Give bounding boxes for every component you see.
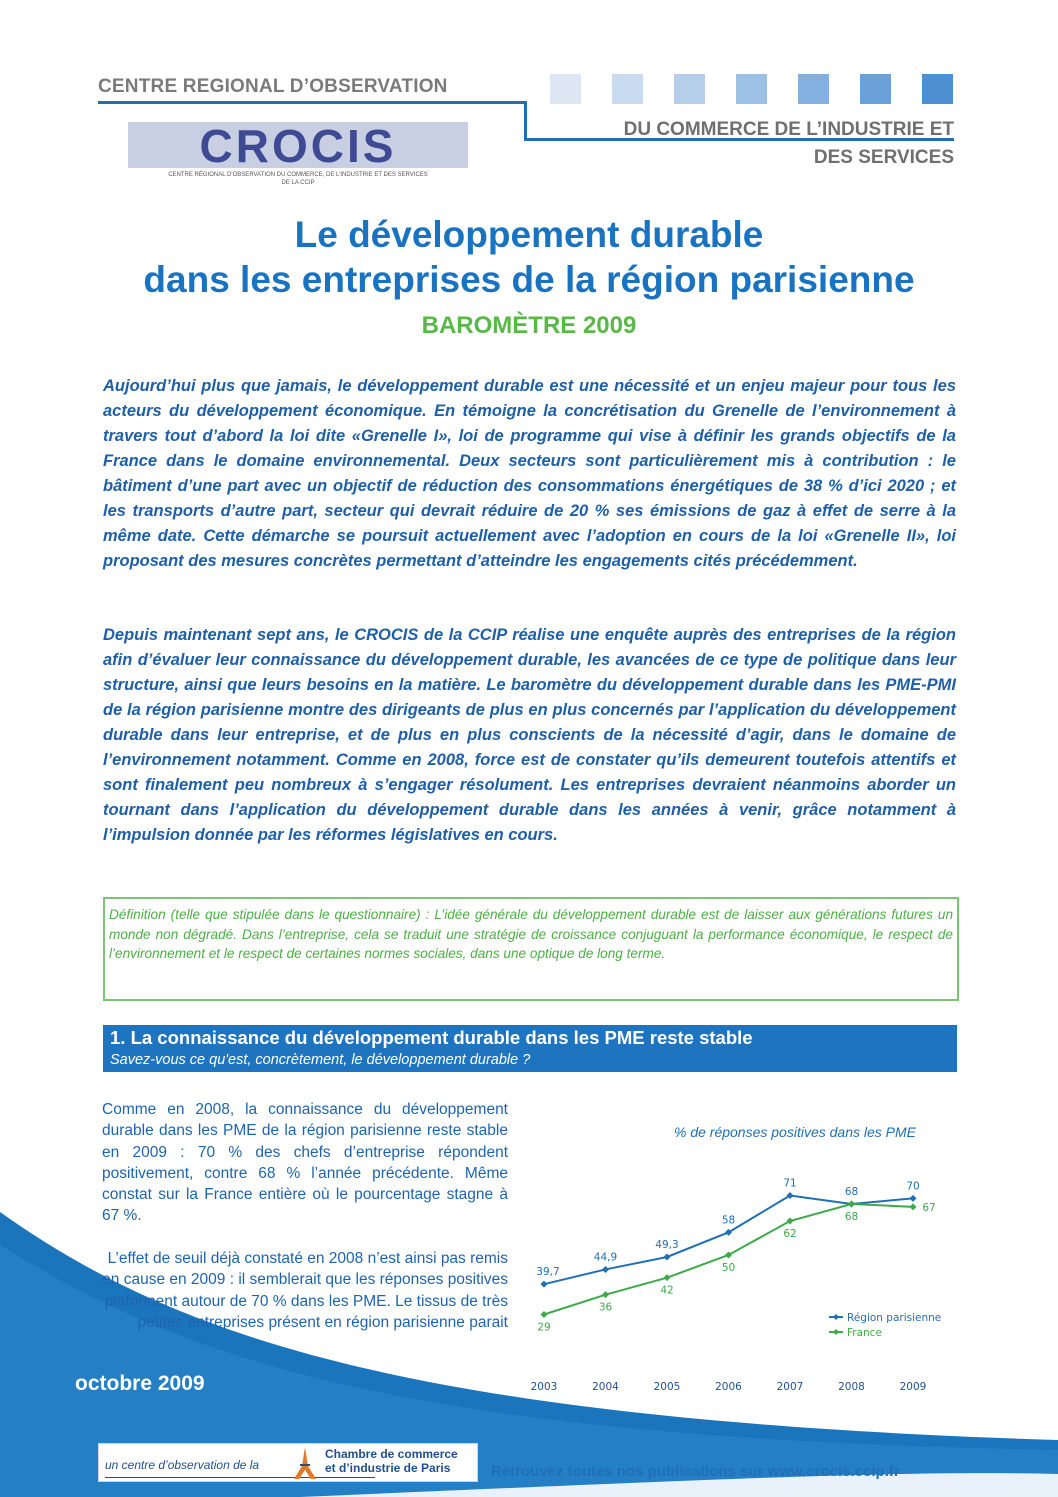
data-point (602, 1266, 609, 1273)
definition-box: Définition (telle que stipulée dans le questionnaire) : L’idée générale du développement durable est de laisser aux générations futures un monde non dégradé. Dans l’entreprise, cela se traduit une stratégie de croissance conjuguant la performance économique, le respect de l’environnement et le respect de certaines normes sociales, dans une optique de long terme. (103, 897, 959, 1001)
title-line-1: Le développement durable (294, 214, 764, 255)
title-line-2: dans les entreprises de la région parisienne (143, 259, 915, 300)
data-point (910, 1195, 917, 1202)
section-header (103, 1025, 957, 1072)
body-paragraph-2: L’effet de seuil déjà constaté en 2008 n’est ainsi pas remis en cause en 2009 : il semblerait que les réponses positives plafonnent autour de 70 % dans les PME. Le tissus de très petites entreprises présent en région parisienne parait (102, 1250, 508, 1331)
logo-subtext-2: DE LA CCIP (281, 180, 315, 186)
x-tick-label: 2007 (776, 1381, 804, 1393)
header-square (798, 74, 829, 104)
crocis-logo (128, 122, 468, 190)
header-squares (550, 74, 953, 104)
header-square (550, 74, 581, 104)
intro-paragraph-2: Depuis maintenant sept ans, le CROCIS de la CCIP réalise une enquête auprès des entreprises de la région afin d’évaluer leur connaissance du développement durable, les avancées de ce type de politique dans leur structure, ainsi que leurs besoins en la matière. Le baromètre du développement durable dans les PME-PMI de la région parisienne montre des dirigeants de plus en plus concernés par l’application du développement durable dans leur entreprise, et de plus en plus conscients de la nécessité d’agir, dans le domaine de l’environnement notamment. Comme en 2008, force est de constater qu’ils demeurent toutefois attentifs et sont finalement peu nombreux à s’engager résolument. Les entreprises devraient néanmoins aborder un tournant dans l’application du développement durable dans les années à venir, grâce notamment à l’impulsion donnée par les réformes législatives en cours. (103, 626, 956, 844)
legend-label: France (847, 1327, 882, 1339)
x-tick-label: 2005 (653, 1381, 681, 1393)
data-label: 71 (783, 1177, 797, 1190)
cci-underline (105, 1477, 375, 1478)
data-label: 62 (783, 1228, 797, 1240)
header-square (612, 74, 643, 104)
header-square (736, 74, 767, 104)
body-paragraph-1: Comme en 2008, la connaissance du développement durable dans les PME de la région parisienne reste stable en 2009 : 70 % des chefs d’entreprise répondent positivement, contre 68 % l’année précédente. Même constat sur la France entière où le pourcentage stagne à 67 %. (102, 1101, 508, 1225)
publication-date: octobre 2009 (75, 1372, 205, 1395)
data-point (664, 1253, 671, 1260)
data-point (602, 1291, 609, 1298)
legend-label: Région parisienne (847, 1312, 942, 1324)
data-label: 50 (721, 1262, 736, 1274)
header-left-label: CENTRE REGIONAL D’OBSERVATION (98, 76, 448, 97)
data-label: 67 (922, 1201, 936, 1214)
header-right-label (624, 116, 954, 172)
publications-link[interactable]: Retrouvez toutes nos publications sur www.crocis.ccip.fr (491, 1463, 900, 1480)
data-label: 29 (537, 1321, 551, 1334)
x-tick-label: 2004 (592, 1381, 619, 1393)
header-square (922, 74, 953, 104)
x-tick-label: 2009 (899, 1381, 927, 1393)
data-label: 42 (660, 1284, 674, 1297)
data-label: 58 (721, 1214, 736, 1227)
header-right-line2: DES SERVICES (813, 147, 954, 168)
header-square (674, 74, 705, 104)
data-label: 36 (598, 1301, 613, 1314)
data-point (910, 1203, 917, 1210)
section-title: 1. La connaissance du développement durable dans les PME reste stable (110, 1027, 753, 1048)
eiffel-tower-icon (289, 1446, 321, 1480)
data-label: 68 (844, 1211, 859, 1223)
cci-right-line2: et d’industrie de Paris (325, 1461, 451, 1475)
cci-right-line1: Chambre de commerce (325, 1447, 458, 1461)
legend-marker (833, 1329, 839, 1335)
data-point (848, 1201, 855, 1208)
page-title (0, 212, 1058, 302)
section-question: Savez-vous ce qu'est, concrètement, le développement durable ? (110, 1052, 531, 1068)
line-chart (520, 1110, 960, 1400)
legend-marker (833, 1314, 839, 1320)
data-point (541, 1281, 548, 1288)
data-point (541, 1311, 548, 1318)
intro-paragraph-1: Aujourd’hui plus que jamais, le développement durable est une nécessité et un enjeu majeur pour tous les acteurs du développement économique. En témoigne la concrétisation du Grenelle de l’environnement à travers tout d’abord la loi dite «Grenelle I», loi de programme qui vise à définir les grands objectifs de la France dans le domaine environnemental. Deux secteurs sont particulièrement mis à contribution : le bâtiment d’une part avec un objectif de réduction des consommations énergétiques de 38 % d’ici 2020 ; et les transports d’autre part, secteur qui devrait réduire de 20 % ses émissions de gaz à effet de serre à la même date. Cette démarche se poursuit actuellement avec l’adoption en cours de la loi «Grenelle II», loi proposant des mesures concrètes permettant d’atteindre les engagements cités précédemment. (103, 377, 956, 570)
header-divider (98, 101, 526, 104)
logo-subtext-1: CENTRE RÉGIONAL D’OBSERVATION DU COMMERCE, DE L’INDUSTRIE ET DES SERVICES (168, 172, 428, 178)
header-right-line1: DU COMMERCE DE L’INDUSTRIE ET (623, 119, 954, 140)
data-label: 44,9 (593, 1251, 618, 1264)
data-point (664, 1274, 671, 1281)
data-label: 39,7 (536, 1266, 560, 1279)
cci-logo-block (98, 1443, 478, 1482)
chart-title: % de réponses positives dans les PME (673, 1124, 917, 1140)
header-square (860, 74, 891, 104)
logo-text: CROCIS (199, 122, 397, 172)
data-label: 70 (906, 1180, 920, 1193)
cci-right-text (325, 1447, 458, 1475)
page-subtitle: BAROMÈTRE 2009 (421, 312, 637, 339)
x-tick-label: 2003 (530, 1381, 558, 1393)
x-tick-label: 2006 (715, 1381, 742, 1393)
header-divider-vertical (524, 101, 527, 141)
x-tick-label: 2008 (838, 1381, 865, 1393)
data-label: 68 (844, 1186, 859, 1198)
cci-left-text: un centre d’observation de la (105, 1458, 260, 1472)
data-label: 49,3 (655, 1238, 679, 1251)
